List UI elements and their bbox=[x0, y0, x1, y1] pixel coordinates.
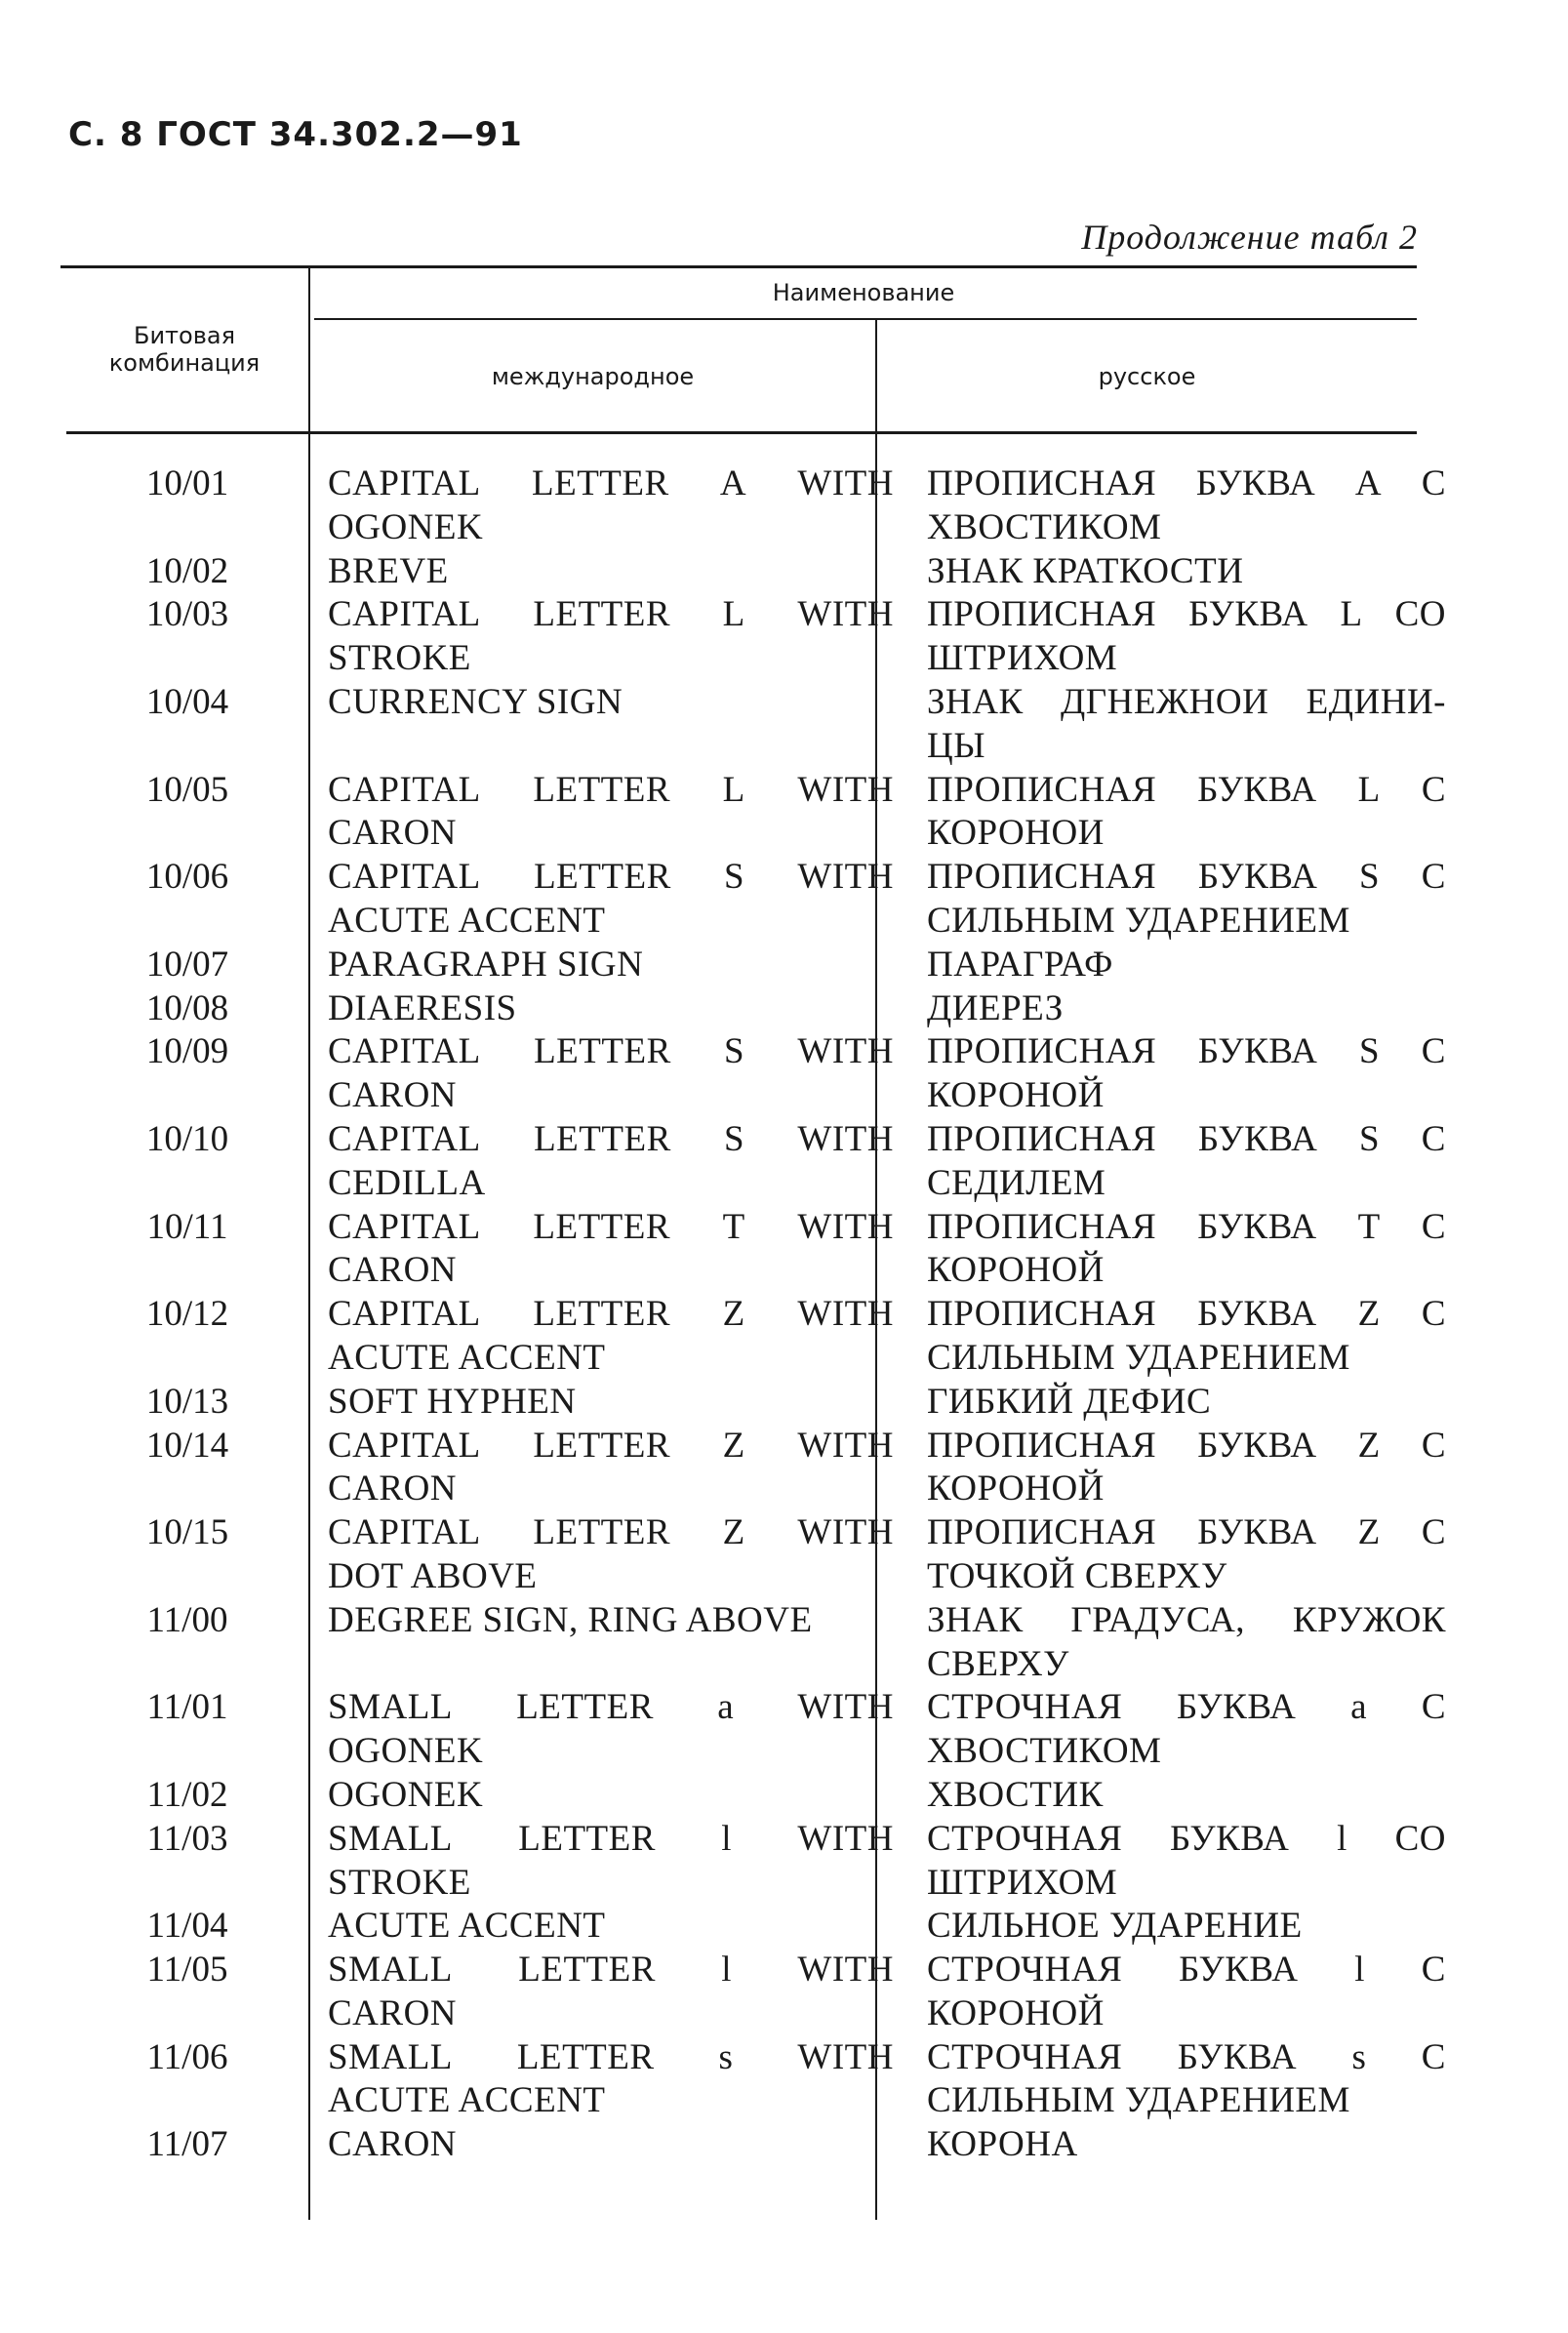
russian-name-cell bbox=[911, 1293, 1446, 1381]
table-row bbox=[60, 2123, 1427, 2167]
table-row bbox=[60, 1030, 1446, 1118]
table-continuation-label: Продолжение табл 2 bbox=[1081, 218, 1418, 257]
russian-name-cell bbox=[911, 1949, 1446, 2036]
international-name-cell bbox=[314, 1206, 911, 1294]
table-top-rule bbox=[60, 265, 1417, 268]
international-name-cell bbox=[314, 1774, 911, 1818]
international-name-cell-line: CARON bbox=[328, 813, 458, 854]
russian-name-cell-line: КОРОНА bbox=[927, 2124, 1078, 2165]
international-name-cell bbox=[314, 1599, 911, 1687]
international-name-cell bbox=[314, 2123, 911, 2167]
russian-name-cell-line: ПРОПИСНАЯ БУКВА S С bbox=[927, 1031, 1446, 1072]
international-name-cell-line: STROKE bbox=[328, 638, 471, 679]
russian-name-cell-line: ПРОПИСНАЯ БУКВА L СО bbox=[927, 594, 1446, 635]
international-name-cell-line: OGONEK bbox=[328, 1774, 484, 1815]
table-row bbox=[60, 1949, 1446, 2036]
international-name-cell-line: CAPITAL LETTER S WITH bbox=[328, 1031, 894, 1072]
international-name-cell-line: CAPITAL LETTER T WITH bbox=[328, 1206, 894, 1247]
international-name-cell-line: CAPITAL LETTER S WITH bbox=[328, 1118, 894, 1159]
table-row bbox=[60, 2036, 1446, 2124]
russian-name-cell-line: СТРОЧНАЯ БУКВА l С bbox=[927, 1950, 1446, 1991]
bit-combination-cell: 11/04 bbox=[146, 1906, 228, 1947]
header-bit-combination-line: Битовая bbox=[133, 322, 235, 349]
international-name-cell-line: ACUTE ACCENT bbox=[328, 1906, 606, 1947]
bit-combination-cell: 10/01 bbox=[145, 463, 229, 503]
international-name-cell bbox=[314, 1511, 911, 1599]
bit-combination-cell: 10/02 bbox=[145, 550, 229, 591]
header-bit-combination bbox=[60, 322, 308, 377]
international-name-cell bbox=[314, 1118, 911, 1206]
table-row bbox=[60, 856, 1446, 944]
international-name-cell bbox=[314, 1293, 911, 1381]
russian-name-cell-line: СВЕРХУ bbox=[927, 1643, 1069, 1684]
bit-combination-cell: 10/06 bbox=[145, 857, 229, 898]
international-name-cell bbox=[314, 1425, 911, 1512]
bit-combination-cell: 11/05 bbox=[146, 1950, 228, 1991]
table-row bbox=[60, 1118, 1446, 1206]
table-row bbox=[60, 1686, 1446, 1774]
table-row bbox=[60, 1599, 1446, 1687]
international-name-cell-line: CEDILLA bbox=[328, 1162, 486, 1203]
header-name: Наименование bbox=[772, 279, 955, 306]
russian-name-cell-line: ХВОСТИКОМ bbox=[927, 1731, 1162, 1772]
international-name-cell-line: SOFT HYPHEN bbox=[328, 1381, 577, 1422]
russian-name-cell bbox=[911, 681, 1446, 769]
bit-combination-cell: 10/07 bbox=[145, 944, 229, 985]
russian-name-cell-line: ТОЧКОЙ СВЕРХУ bbox=[927, 1555, 1227, 1596]
russian-name-cell-line: ДИЕРЕЗ bbox=[927, 987, 1064, 1028]
bit-combination-cell: 10/08 bbox=[145, 987, 229, 1028]
russian-name-cell-line: ЗНАК ДГНЕЖНОИ ЕДИНИ- bbox=[927, 681, 1446, 722]
international-name-cell bbox=[314, 987, 911, 1031]
russian-name-cell bbox=[911, 550, 1446, 594]
header-international: международное bbox=[491, 363, 695, 390]
bit-combination-cell: 11/07 bbox=[146, 2124, 228, 2165]
russian-name-cell-line: КОРОНОИ bbox=[927, 813, 1105, 854]
russian-name-cell-line: ГИБКИЙ ДЕФИС bbox=[927, 1381, 1212, 1422]
russian-name-cell-line: ПРОПИСНАЯ БУКВА Т С bbox=[927, 1206, 1446, 1247]
russian-name-cell bbox=[911, 1206, 1446, 1294]
russian-name-cell-line: СЕДИЛЕМ bbox=[927, 1162, 1106, 1203]
international-name-cell-line: CAPITAL LETTER A WITH bbox=[328, 463, 894, 503]
table-row bbox=[60, 550, 1427, 594]
russian-name-cell-line: СИЛЬНЫМ УДАРЕНИЕМ bbox=[927, 1337, 1350, 1378]
international-name-cell bbox=[314, 550, 911, 594]
international-name-cell-line: CARON bbox=[328, 1992, 458, 2033]
bit-combination-cell: 11/03 bbox=[146, 1818, 228, 1859]
international-name-cell-line: CAPITAL LETTER S WITH bbox=[328, 857, 894, 898]
table-row bbox=[60, 1206, 1446, 1294]
russian-name-cell bbox=[911, 1511, 1446, 1599]
international-name-cell-line: CARON bbox=[328, 2124, 458, 2165]
international-name-cell-line: ACUTE ACCENT bbox=[328, 1337, 606, 1378]
russian-name-cell-line: ЦЫ bbox=[927, 725, 985, 766]
russian-name-cell-line: ПРОПИСНАЯ БУКВА Z С bbox=[927, 1294, 1446, 1335]
russian-name-cell-line: КОРОНОЙ bbox=[927, 1250, 1105, 1291]
russian-name-cell-line: СИЛЬНЫМ УДАРЕНИЕМ bbox=[927, 900, 1350, 941]
header-bit-combination-line: комбинация bbox=[108, 349, 261, 377]
international-name-cell-line: CAPITAL LETTER L WITH bbox=[328, 594, 894, 635]
russian-name-cell bbox=[911, 1774, 1446, 1818]
russian-name-cell-line: ЗНАК ГРАДУСА, КРУЖОК bbox=[927, 1599, 1446, 1640]
table-row bbox=[60, 1425, 1446, 1512]
russian-name-cell bbox=[911, 1905, 1446, 1949]
international-name-cell bbox=[314, 944, 911, 987]
table-body bbox=[60, 463, 1446, 2167]
international-name-cell bbox=[314, 1381, 911, 1425]
bit-combination-cell: 10/12 bbox=[145, 1294, 229, 1335]
russian-name-cell bbox=[911, 1425, 1446, 1512]
name-header-rule bbox=[314, 318, 1417, 320]
russian-name-cell-line: ХВОСТИКОМ bbox=[927, 506, 1162, 547]
russian-name-cell bbox=[911, 1599, 1446, 1687]
table-row bbox=[60, 1774, 1427, 1818]
international-name-cell bbox=[314, 1030, 911, 1118]
table-row bbox=[60, 944, 1427, 987]
international-name-cell-line: CAPITAL LETTER L WITH bbox=[328, 769, 894, 810]
russian-name-cell-line: ЗНАК КРАТКОСТИ bbox=[927, 550, 1244, 591]
international-name-cell bbox=[314, 1818, 911, 1906]
international-name-cell bbox=[314, 681, 911, 769]
bit-combination-cell: 11/02 bbox=[146, 1774, 228, 1815]
table-row bbox=[60, 1818, 1446, 1906]
russian-name-cell bbox=[911, 1818, 1446, 1906]
russian-name-cell bbox=[911, 2123, 1446, 2167]
international-name-cell-line: STROKE bbox=[328, 1862, 471, 1903]
international-name-cell-line: SMALL LETTER l WITH bbox=[328, 1950, 894, 1991]
russian-name-cell-line: ПРОПИСНАЯ БУКВА S С bbox=[927, 857, 1446, 898]
russian-name-cell-line: ХВОСТИК bbox=[927, 1774, 1104, 1815]
russian-name-cell-line: СИЛЬНОЕ УДАРЕНИЕ bbox=[927, 1906, 1303, 1947]
bit-combination-cell: 10/13 bbox=[145, 1381, 229, 1422]
russian-name-cell-line: ПРОПИСНАЯ БУКВА Z С bbox=[927, 1425, 1446, 1466]
table-row bbox=[60, 987, 1427, 1031]
table-row bbox=[60, 1381, 1427, 1425]
russian-name-cell bbox=[911, 987, 1446, 1031]
russian-name-cell-line: СИЛЬНЫМ УДАРЕНИЕМ bbox=[927, 2080, 1350, 2121]
bit-combination-cell: 10/11 bbox=[146, 1206, 228, 1247]
international-name-cell-line: CARON bbox=[328, 1075, 458, 1116]
bit-combination-cell: 11/06 bbox=[146, 2036, 228, 2077]
table-row bbox=[60, 681, 1446, 769]
international-name-cell-line: ACUTE ACCENT bbox=[328, 900, 606, 941]
international-name-cell bbox=[314, 856, 911, 944]
russian-name-cell-line: ПРОПИСНАЯ БУКВА Z С bbox=[927, 1512, 1446, 1553]
international-name-cell bbox=[314, 593, 911, 681]
russian-name-cell-line: КОРОНОЙ bbox=[927, 1992, 1105, 2033]
international-name-cell bbox=[314, 1905, 911, 1949]
bit-combination-cell: 10/05 bbox=[145, 769, 229, 810]
russian-name-cell-line: ШТРИХОМ bbox=[927, 1862, 1118, 1903]
bit-combination-cell: 10/03 bbox=[145, 594, 229, 635]
russian-name-cell bbox=[911, 1381, 1446, 1425]
international-name-cell-line: DIAERESIS bbox=[328, 987, 517, 1028]
bit-combination-cell: 11/01 bbox=[146, 1687, 228, 1728]
russian-name-cell bbox=[911, 856, 1446, 944]
russian-name-cell bbox=[911, 769, 1446, 857]
russian-name-cell bbox=[911, 593, 1446, 681]
russian-name-cell-line: ПРОПИСНАЯ БУКВА L С bbox=[927, 769, 1446, 810]
russian-name-cell bbox=[911, 1030, 1446, 1118]
international-name-cell bbox=[314, 463, 911, 550]
bit-combination-cell: 10/14 bbox=[145, 1425, 229, 1466]
russian-name-cell bbox=[911, 1686, 1446, 1774]
russian-name-cell-line: СТРОЧНАЯ БУКВА s С bbox=[927, 2036, 1446, 2077]
table-row bbox=[60, 463, 1446, 550]
russian-name-cell bbox=[911, 944, 1446, 987]
international-name-cell-line: OGONEK bbox=[328, 506, 484, 547]
international-name-cell-line: ACUTE ACCENT bbox=[328, 2080, 606, 2121]
russian-name-cell-line: СТРОЧНАЯ БУКВА l СО bbox=[927, 1818, 1446, 1859]
international-name-cell-line: BREVE bbox=[328, 550, 449, 591]
russian-name-cell-line: ПАРАГРАФ bbox=[927, 944, 1113, 985]
russian-name-cell-line: КОРОНОЙ bbox=[927, 1468, 1105, 1509]
russian-name-cell bbox=[911, 1118, 1446, 1206]
bit-combination-cell: 10/09 bbox=[145, 1031, 229, 1072]
russian-name-cell bbox=[911, 463, 1446, 550]
international-name-cell-line: CARON bbox=[328, 1250, 458, 1291]
international-name-cell-line: SMALL LETTER a WITH bbox=[328, 1687, 894, 1728]
header-bottom-rule bbox=[66, 431, 1417, 434]
international-name-cell-line: CAPITAL LETTER Z WITH bbox=[328, 1294, 894, 1335]
international-name-cell bbox=[314, 1949, 911, 2036]
international-name-cell-line: DEGREE SIGN, RING ABOVE bbox=[328, 1599, 813, 1640]
international-name-cell bbox=[314, 769, 911, 857]
bit-combination-cell: 10/15 bbox=[145, 1512, 229, 1553]
international-name-cell-line: CAPITAL LETTER Z WITH bbox=[328, 1425, 894, 1466]
international-name-cell bbox=[314, 2036, 911, 2124]
bit-combination-cell: 10/04 bbox=[145, 681, 229, 722]
table-row bbox=[60, 1293, 1446, 1381]
header-russian: русское bbox=[1098, 363, 1196, 390]
russian-name-cell-line: ШТРИХОМ bbox=[927, 638, 1118, 679]
international-name-cell-line: PARAGRAPH SIGN bbox=[328, 944, 644, 985]
international-name-cell bbox=[314, 1686, 911, 1774]
international-name-cell-line: SMALL LETTER l WITH bbox=[328, 1818, 894, 1859]
russian-name-cell bbox=[911, 2036, 1446, 2124]
russian-name-cell-line: ПРОПИСНАЯ БУКВА S С bbox=[927, 1118, 1446, 1159]
table-row bbox=[60, 1905, 1427, 1949]
russian-name-cell-line: СТРОЧНАЯ БУКВА а С bbox=[927, 1687, 1446, 1728]
international-name-cell-line: CURRENCY SIGN bbox=[328, 681, 623, 722]
international-name-cell-line: CAPITAL LETTER Z WITH bbox=[328, 1512, 894, 1553]
russian-name-cell-line: КОРОНОЙ bbox=[927, 1075, 1105, 1116]
international-name-cell-line: OGONEK bbox=[328, 1731, 484, 1772]
international-name-cell-line: SMALL LETTER s WITH bbox=[328, 2036, 894, 2077]
page-header: С. 8 ГОСТ 34.302.2—91 bbox=[68, 115, 523, 154]
international-name-cell-line: DOT ABOVE bbox=[328, 1555, 538, 1596]
bit-combination-cell: 10/10 bbox=[145, 1118, 229, 1159]
table-row bbox=[60, 1511, 1446, 1599]
table-row bbox=[60, 593, 1446, 681]
russian-name-cell-line: ПРОПИСНАЯ БУКВА А С bbox=[927, 463, 1446, 503]
table-row bbox=[60, 769, 1446, 857]
bit-combination-cell: 11/00 bbox=[146, 1599, 228, 1640]
international-name-cell-line: CARON bbox=[328, 1468, 458, 1509]
